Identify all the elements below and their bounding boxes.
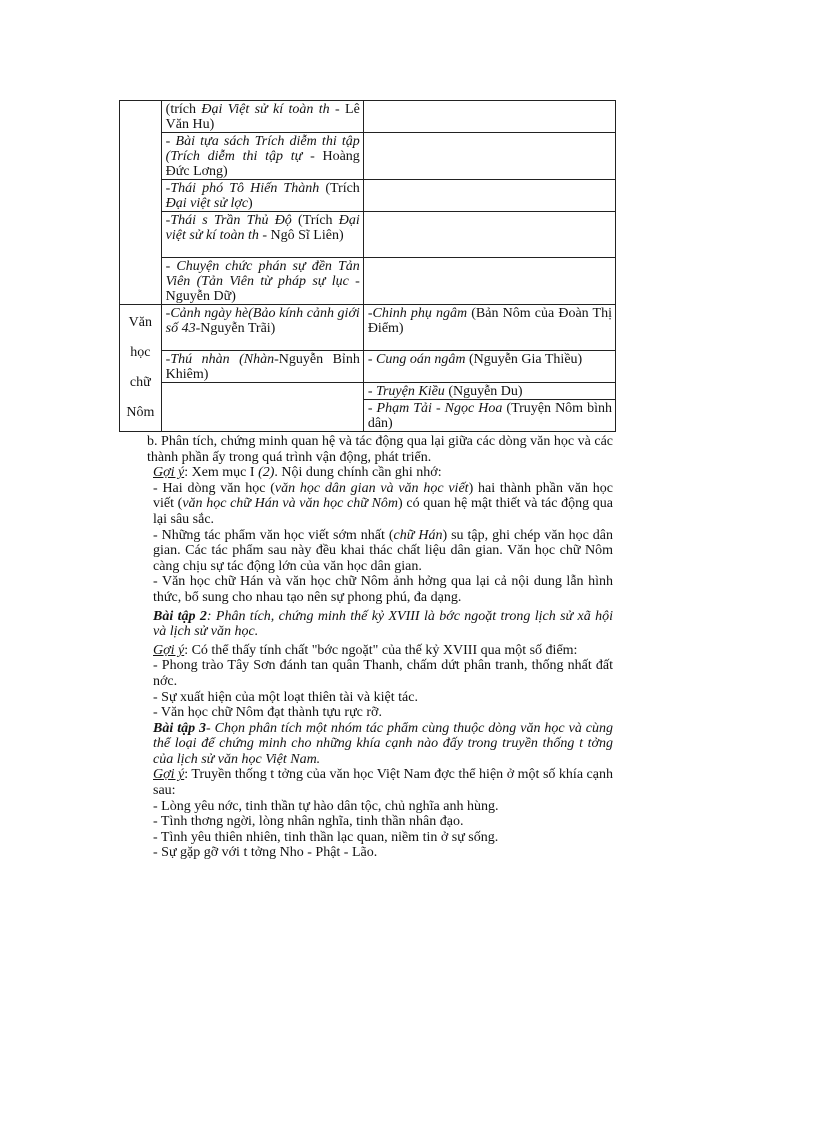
paragraph: Gợi ý: Truyền thống t tởng của văn học Việt Nam đợc thể hiện ở một số khía cạnh sau: [153,767,613,799]
table-cell [363,258,615,305]
table-cell: -Cảnh ngày hè(Bảo kính cảnh giới số 43-Nguyễn Trãi) [161,305,363,351]
table-cell: -Chinh phụ ngâm (Bản Nôm của Đoàn Thị Điểm) [363,305,615,351]
table-cell: (trích Đại Việt sử kí toàn th - Lê Văn Hu) [161,101,363,133]
paragraph: - Văn học chữ Nôm đạt thành tựu rực rỡ. [153,705,382,721]
table-row [120,101,616,133]
paragraph: Gợi ý: Có thể thấy tính chất "bớc ngoặt" của thế kỷ XVIII qua một số điểm: [153,642,578,658]
paragraph: - Sự xuất hiện của một loạt thiên tài và kiệt tác. [153,689,418,705]
table-row [120,180,616,212]
paragraph: Gợi ý: Xem mục I (2). Nội dung chính cần ghi nhớ: [153,465,442,481]
table-cell [161,383,363,432]
table-row [120,383,616,400]
table-cell: - Truyện Kiều (Nguyễn Du) [363,383,615,400]
table-cell: -Thú nhàn (Nhàn-Nguyễn Bỉnh Khiêm) [161,351,363,383]
table-cell [363,180,615,212]
paragraph: - Hai dòng văn học (văn học dân gian và văn học viết) hai thành phần văn học viết (văn học chữ Hán và văn học chữ Nôm) có quan hệ mật thiết và tác động qua lại sâu sắc. [153,480,613,527]
table-cell [363,101,615,133]
table-cell: - Bài tựa sách Trích diễm thi tập (Trích diễm thi tập tự - Hoàng Đức Lơng) [161,133,363,180]
paragraph: - Phong trào Tây Sơn đánh tan quân Thanh, chấm dứt phân tranh, thống nhất đất nớc. [153,658,613,689]
table-cell: - Phạm Tải - Ngọc Hoa (Truyện Nôm bình dân) [363,400,615,432]
list-item: - Tình thơng ngời, lòng nhân nghĩa, tinh thần nhân đạo. [153,814,464,830]
list-item: - Tình yêu thiên nhiên, tinh thần lạc quan, niềm tin ở sự sống. [153,829,499,845]
group-cell-blank [120,101,162,305]
table-cell: - Cung oán ngâm (Nguyễn Gia Thiều) [363,351,615,383]
table-cell: - Chuyện chức phán sự đền Tản Viên (Tản Viên từ pháp sự lục - Nguyễn Dữ) [161,258,363,305]
exercise-heading: Bài tập 3- Chọn phân tích một nhóm tác phẩm cùng thuộc dòng văn học và cùng thể loại để chứng minh cho những khía cạnh nào đấy trong truyền thống t tởng của lịch sử văn học Việt Nam. [153,720,613,767]
list-item: - Sự gặp gỡ với t tởng Nho - Phật - Lão. [153,845,378,861]
body-text [147,434,613,861]
list-item: - Lòng yêu nớc, tinh thần tự hào dân tộc, chủ nghĩa anh hùng. [153,798,499,814]
table-row [120,351,616,383]
table-cell: -Thái phó Tô Hiến Thành (Trích Đại việt sử lợc) [161,180,363,212]
table-cell [363,133,615,180]
table-row [120,133,616,180]
table-cell: -Thái s Trần Thủ Độ (Trích Đại việt sử kí toàn th - Ngô Sĩ Liên) [161,212,363,258]
paragraph: - Những tác phẩm văn học viết sớm nhất (chữ Hán) su tập, ghi chép văn học dân gian. Các tác phẩm sau này đều khai thác chất liệu dân gian. Văn học chữ Nôm càng chịu sự tác động lớn của văn học dân gian. [153,527,613,574]
paragraph: b. Phân tích, chứng minh quan hệ và tác động qua lại giữa các dòng văn học và các thành phần ấy trong quá trình vận động, phát triển. [147,434,613,465]
table-row [120,258,616,305]
literature-table [119,100,616,432]
group-label-chu-nom: Văn học chữ Nôm [120,305,162,432]
table-cell [363,212,615,258]
paragraph: - Văn học chữ Hán và văn học chữ Nôm ảnh hởng qua lại cả nội dung lẫn hình thức, bổ sung cho nhau tạo nên sự phong phú, đa dạng. [153,574,613,605]
table-row [120,305,616,351]
table-row [120,212,616,258]
exercise-heading: Bài tập 2: Phân tích, chứng minh thế kỷ XVIII là bớc ngoặt trong lịch sử xã hội và lịch sử văn học. [153,608,613,640]
